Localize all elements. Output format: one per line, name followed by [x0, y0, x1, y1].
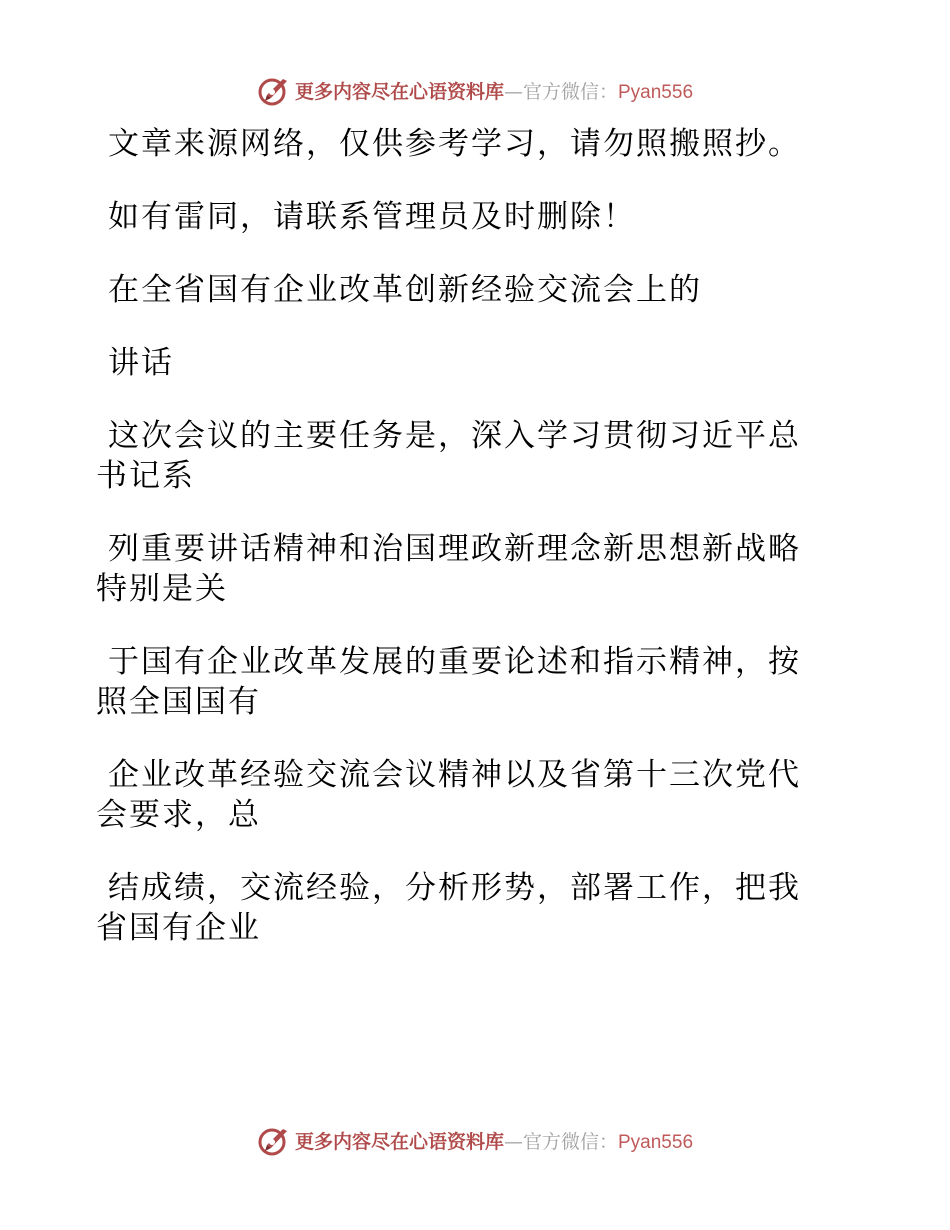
document-title-line-2: 讲话 [108, 345, 174, 381]
paragraph-line-continued: 书记系 [96, 458, 195, 494]
paragraph-line: 列重要讲话精神和治国理政新理念新思想新战略 [108, 531, 801, 567]
paragraph-line-continued: 特别是关 [96, 571, 228, 607]
banner-wechat-label: 官方微信： [522, 1130, 618, 1153]
banner-dash: — [503, 80, 523, 103]
pen-logo-icon [257, 1123, 291, 1157]
banner-brand: 更多内容尽在心语资料库 [294, 80, 504, 103]
banner-text [295, 77, 693, 104]
paragraph-line: 于国有企业改革发展的重要论述和指示精神，按 [108, 644, 801, 680]
paragraph-line: 企业改革经验交流会议精神以及省第十三次党代 [108, 757, 801, 793]
paragraph-line-continued: 会要求，总 [96, 797, 261, 833]
banner-wechat-id: Pyan556 [618, 1131, 694, 1153]
banner-wechat-id: Pyan556 [618, 81, 694, 103]
document-body [96, 124, 836, 948]
banner-text [295, 1127, 693, 1154]
pen-logo-icon [257, 73, 291, 107]
banner-dash: — [503, 1130, 523, 1153]
banner-wechat-label: 官方微信： [522, 80, 618, 103]
header-watermark-banner [0, 70, 950, 110]
footer-watermark-banner [0, 1120, 950, 1160]
paragraph-line-continued: 省国有企业 [96, 910, 261, 946]
paragraph-line-continued: 照全国国有 [96, 684, 261, 720]
text-line-notice-2: 如有雷同，请联系管理员及时删除！ [108, 199, 636, 235]
text-line-notice-1: 文章来源网络，仅供参考学习，请勿照搬照抄。 [108, 126, 801, 162]
paragraph-line: 这次会议的主要任务是，深入学习贯彻习近平总 [108, 418, 801, 454]
document-title-line-1: 在全省国有企业改革创新经验交流会上的 [108, 272, 702, 308]
banner-brand: 更多内容尽在心语资料库 [294, 1130, 504, 1153]
paragraph-line: 结成绩，交流经验，分析形势，部署工作，把我 [108, 870, 801, 906]
